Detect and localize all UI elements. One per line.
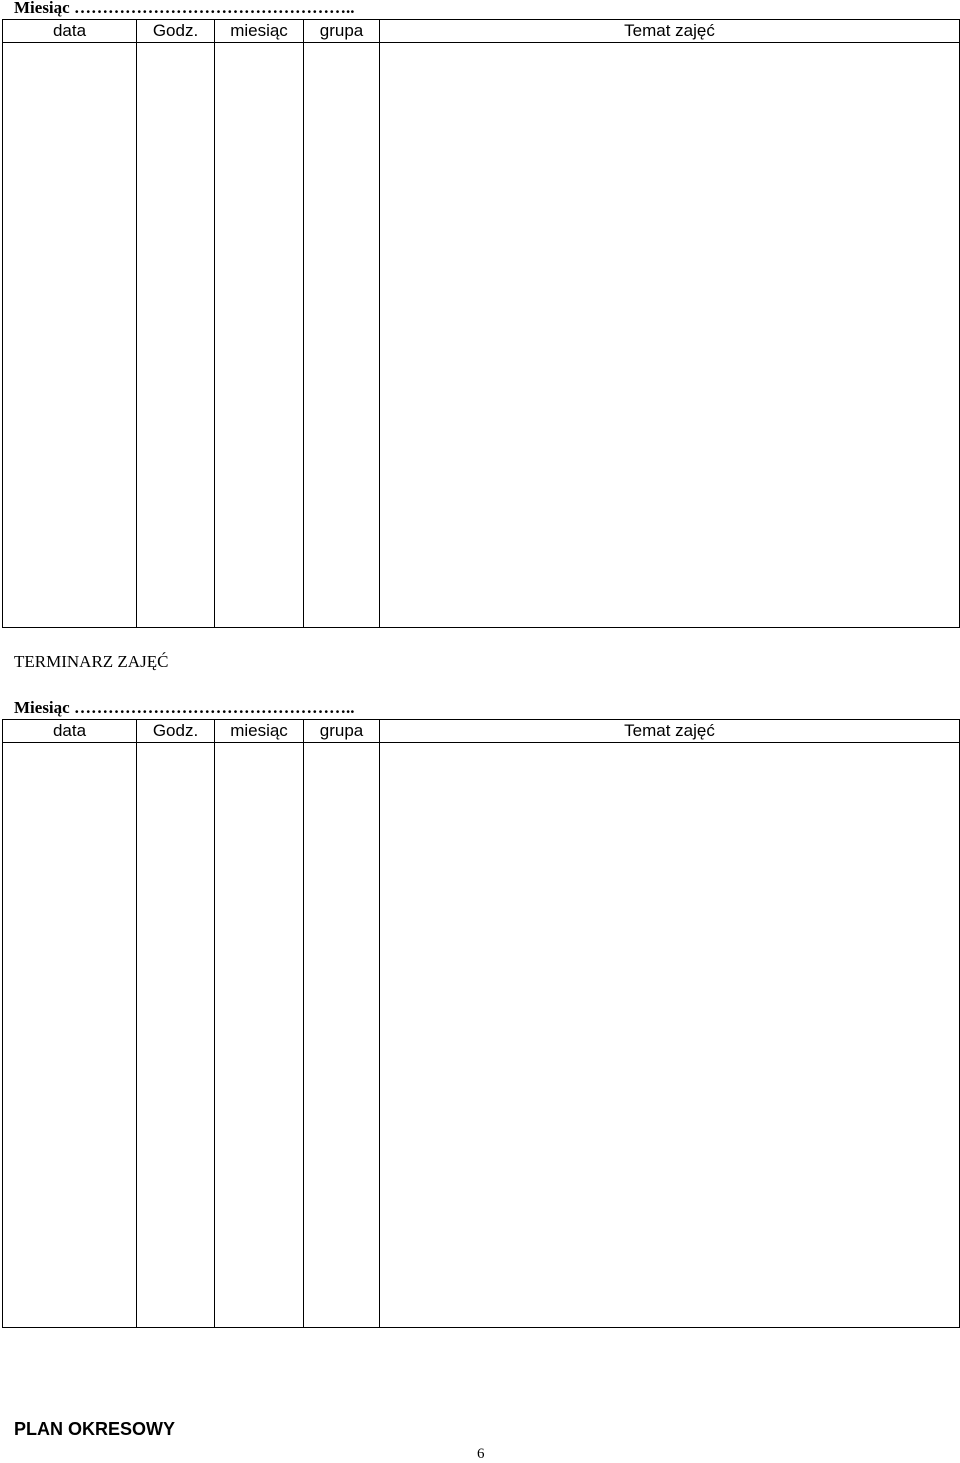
footer-title: PLAN OKRESOWY [14, 1419, 176, 1439]
column-header-temat: Temat zajęć [380, 20, 960, 43]
cell-temat [380, 743, 960, 1328]
section-title: TERMINARZ ZAJĘĆ [14, 652, 169, 671]
column-header-godz: Godz. [137, 20, 215, 43]
cell-godz [137, 43, 215, 628]
column-header-miesiac: miesiąc [215, 720, 304, 743]
month-line: Miesiąc ………………………………………….. [14, 698, 355, 717]
cell-data [3, 743, 137, 1328]
column-header-temat: Temat zajęć [380, 720, 960, 743]
cell-miesiac [215, 743, 304, 1328]
table-header-row [3, 20, 960, 43]
table-header-row [3, 720, 960, 743]
column-header-godz: Godz. [137, 720, 215, 743]
table-row [3, 743, 960, 1328]
cell-data [3, 43, 137, 628]
cell-grupa [304, 43, 380, 628]
schedule-table [2, 19, 960, 628]
column-header-grupa: grupa [304, 720, 380, 743]
column-header-grupa: grupa [304, 20, 380, 43]
schedule-table [2, 719, 960, 1328]
page-number: 6 [477, 1446, 485, 1462]
month-line: Miesiąc ………………………………………….. [14, 0, 355, 17]
cell-temat [380, 43, 960, 628]
cell-grupa [304, 743, 380, 1328]
column-header-data: data [3, 720, 137, 743]
cell-godz [137, 743, 215, 1328]
column-header-miesiac: miesiąc [215, 20, 304, 43]
column-header-data: data [3, 20, 137, 43]
table-row [3, 43, 960, 628]
cell-miesiac [215, 43, 304, 628]
